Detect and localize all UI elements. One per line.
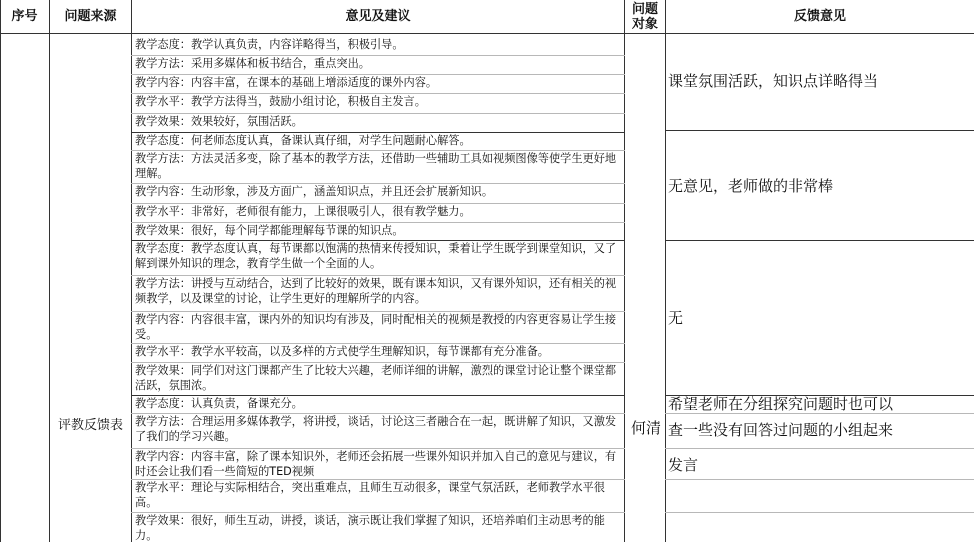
list-item: 教学水平：教学方法得当，鼓励小组讨论，积极自主发言。 — [135, 95, 426, 108]
feedback-text: 无意见，老师做的非常棒 — [668, 177, 834, 195]
list-item: 教学方法：方法灵活多变，除了基本的教学方法，还借助一些辅助工具如视频图像等使学生更好地理解。 — [135, 152, 617, 180]
header-target: 问题 对象 — [631, 1, 658, 32]
source-cell: 评教反馈表 — [57, 417, 123, 433]
list-item: 教学内容：内容丰富，除了课本知识外，老师还会拓展一些课外知识并加入自己的意见与建议，有时还会让我们看一些简短的TED视频 — [135, 450, 617, 478]
list-item: 教学态度：认真负责，备课充分。 — [135, 397, 303, 410]
list-item: 教学方法：讲授与互动结合，达到了比较好的效果，既有课本知识，又有课外知识，还有相关的视频教学，以及课堂的讨论，让学生更好的理解所学的内容。 — [135, 277, 617, 305]
feedback-text: 希望老师在分组探究问题时也可以 — [668, 395, 894, 413]
feedback-text: 课堂氛围活跃，知识点详略得当 — [668, 72, 879, 90]
list-item: 教学态度：教学态度认真，每节课都以饱满的热情来传授知识，秉着让学生既学到课堂知识，又了解到课外知识的理念，教育学生做一个全面的人。 — [135, 242, 617, 270]
table-border — [624, 0, 625, 542]
feedback-text: 查一些没有回答过问题的小组起来 — [668, 421, 894, 439]
list-item: 教学内容：内容很丰富，课内外的知识均有涉及，同时配相关的视频是教授的内容更容易让学生接受。 — [135, 313, 617, 341]
header-source: 问题来源 — [64, 9, 117, 24]
list-item: 教学水平：教学水平较高，以及多样的方式使学生理解知识，每节课都有充分准备。 — [135, 345, 549, 358]
list-item: 教学效果：效果较好，氛围活跃。 — [135, 115, 303, 128]
feedback-divider — [665, 240, 974, 241]
feedback-divider — [665, 130, 974, 131]
table-border — [0, 0, 1, 542]
target-cell: 何清 — [630, 418, 661, 437]
table-border — [665, 0, 666, 542]
list-item: 教学方法：采用多媒体和板书结合，重点突出。 — [135, 57, 370, 70]
list-item: 教学内容：生动形象，涉及方面广，涵盖知识点，并且还会扩展新知识。 — [135, 185, 494, 198]
list-item: 教学效果：很好，师生互动，讲授，谈话，演示既让我们掌握了知识，还培养咱们主动思考的能力。 — [135, 514, 605, 542]
feedback-text: 无 — [668, 309, 684, 327]
list-item: 教学效果：很好，每个同学都能理解每节课的知识点。 — [135, 224, 404, 237]
table-border — [49, 0, 50, 542]
header-feedback: 反馈意见 — [793, 9, 846, 24]
header-divider — [0, 33, 974, 34]
list-item: 教学效果：同学们对这门课都产生了比较大兴趣，老师详细的讲解，激烈的课堂讨论让整个课堂都活跃，氛围浓。 — [135, 364, 617, 392]
feedback-text: 发言 — [668, 456, 699, 474]
list-item: 教学水平：理论与实际相结合，突出重难点，且师生互动很多，课堂气氛活跃，老师教学水平很高。 — [135, 481, 605, 509]
list-item: 教学水平：非常好，老师很有能力，上课很吸引人，很有教学魅力。 — [135, 205, 471, 218]
list-item: 教学态度：教学认真负责，内容详略得当，积极引导。 — [135, 38, 404, 51]
list-item: 教学态度：何老师态度认真，备课认真仔细，对学生问题耐心解答。 — [135, 134, 471, 147]
list-item: 教学内容：内容丰富，在课本的基础上增添适度的课外内容。 — [135, 76, 438, 89]
header-index: 序号 — [11, 9, 38, 24]
table-border — [131, 0, 132, 542]
header-suggestions: 意见及建议 — [345, 9, 411, 24]
list-item: 教学方法：合理运用多媒体教学，将讲授，谈话，讨论这三者融合在一起，既讲解了知识，又激发了我们的学习兴趣。 — [135, 415, 617, 443]
